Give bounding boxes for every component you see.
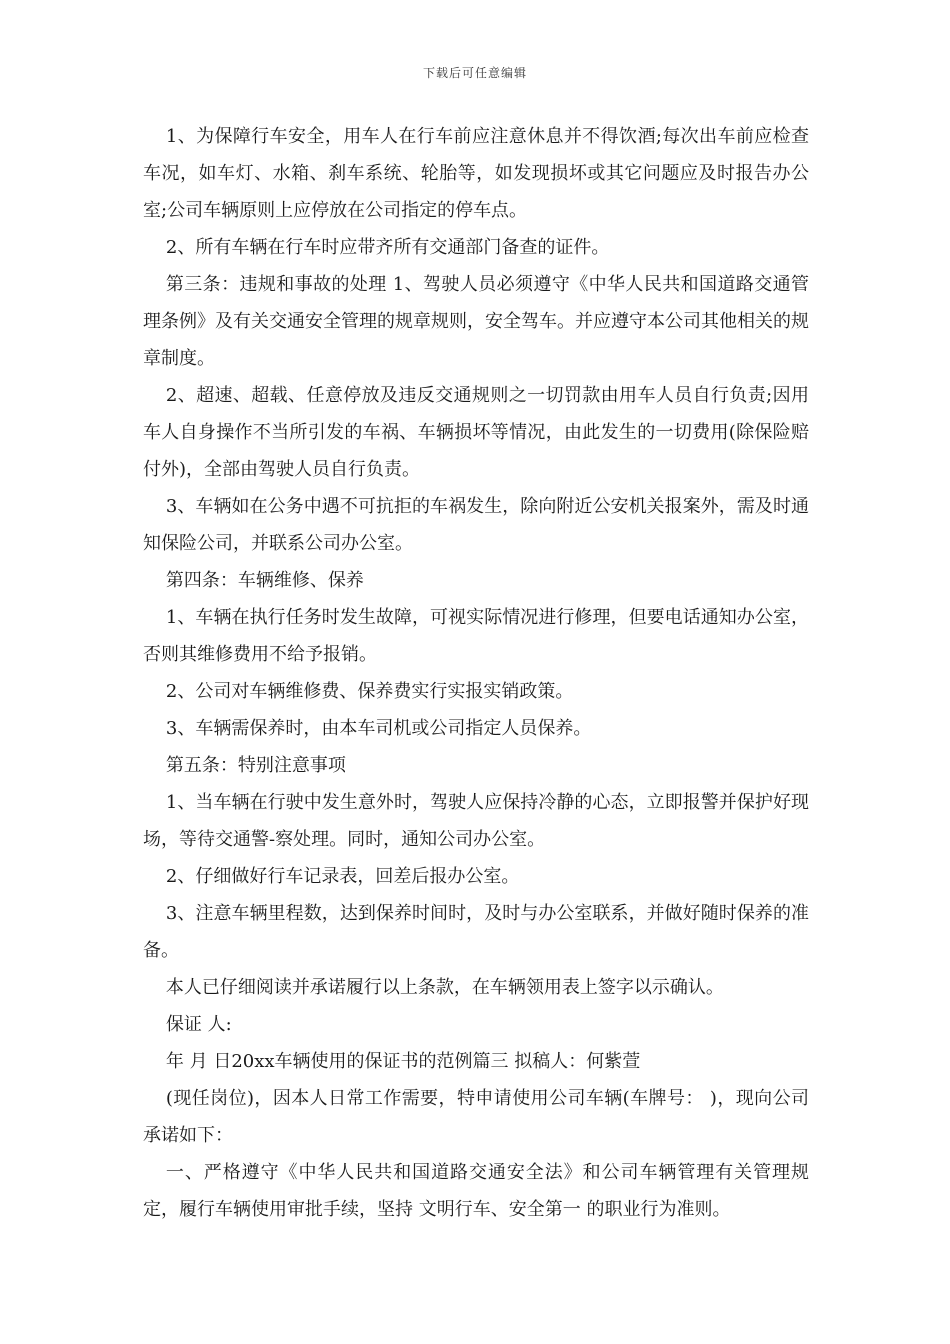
paragraph-date-title: 年 月 日20xx车辆使用的保证书的范例篇三 拟稿人：何紫萱: [165, 1051, 641, 1072]
paragraph-maintenance: 3、车辆需保养时，由本车司机或公司指定人员保养。: [165, 718, 592, 739]
document-body: [143, 118, 809, 1228]
paragraph-commitment-1: 一、严格遵守《中华人民共和国道路交通安全法》和公司车辆管理有关管理规定，履行车辆使用审批手续，坚持 文明行车、安全第一 的职业行为准则。: [143, 1162, 809, 1220]
paragraph-documents: 2、所有车辆在行车时应带齐所有交通部门备查的证件。: [165, 237, 610, 258]
paragraph-accident: 3、车辆如在公务中遇不可抗拒的车祸发生，除向附近公安机关报案外，需及时通知保险公司，并联系公司办公室。: [143, 496, 809, 554]
paragraph-article-5: 第五条：特别注意事项: [165, 755, 346, 776]
paragraph-reimbursement: 2、公司对车辆维修费、保养费实行实报实销政策。: [165, 681, 574, 702]
paragraph-log: 2、仔细做好行车记录表，回差后报办公室。: [165, 866, 520, 887]
paragraph-guarantor: 保证 人:: [165, 1014, 232, 1035]
paragraph-repair: 1、车辆在执行任务时发生故障，可视实际情况进行修理，但要电话通知办公室，否则其维修费用不给予报销。: [143, 607, 809, 665]
paragraph-safety-checks: 1、为保障行车安全，用车人在行车前应注意休息并不得饮酒;每次出车前应检查车况，如车灯、水箱、刹车系统、轮胎等，如发现损坏或其它问题应及时报告办公室;公司车辆原则上应停放在公司指定的停车点。: [143, 126, 809, 221]
paragraph-position: (现任岗位)，因本人日常工作需要，特申请使用公司车辆(车牌号： )，现向公司承诺如下：: [143, 1088, 809, 1146]
paragraph-confirmation: 本人已仔细阅读并承诺履行以上条款，在车辆领用表上签字以示确认。: [165, 977, 724, 998]
paragraph-mileage: 3、注意车辆里程数，达到保养时间时，及时与办公室联系，并做好随时保养的准备。: [143, 903, 809, 961]
paragraph-emergency: 1、当车辆在行驶中发生意外时，驾驶人应保持冷静的心态，立即报警并保护好现场，等待交通警-察处理。同时，通知公司办公室。: [143, 792, 809, 850]
page-header-note: 下载后可任意编辑: [422, 66, 527, 80]
paragraph-article-3: 第三条：违规和事故的处理 1、驾驶人员必须遵守《中华人民共和国道路交通管理条例》及有关交通安全管理的规章规则，安全驾车。并应遵守本公司其他相关的规章制度。: [143, 274, 809, 369]
paragraph-fines: 2、超速、超载、任意停放及违反交通规则之一切罚款由用车人员自行负责;因用车人自身操作不当所引发的车祸、车辆损坏等情况，由此发生的一切费用(除保险赔付外)，全部由驾驶人员自行负责。: [143, 385, 809, 480]
paragraph-article-4: 第四条：车辆维修、保养: [165, 570, 364, 591]
